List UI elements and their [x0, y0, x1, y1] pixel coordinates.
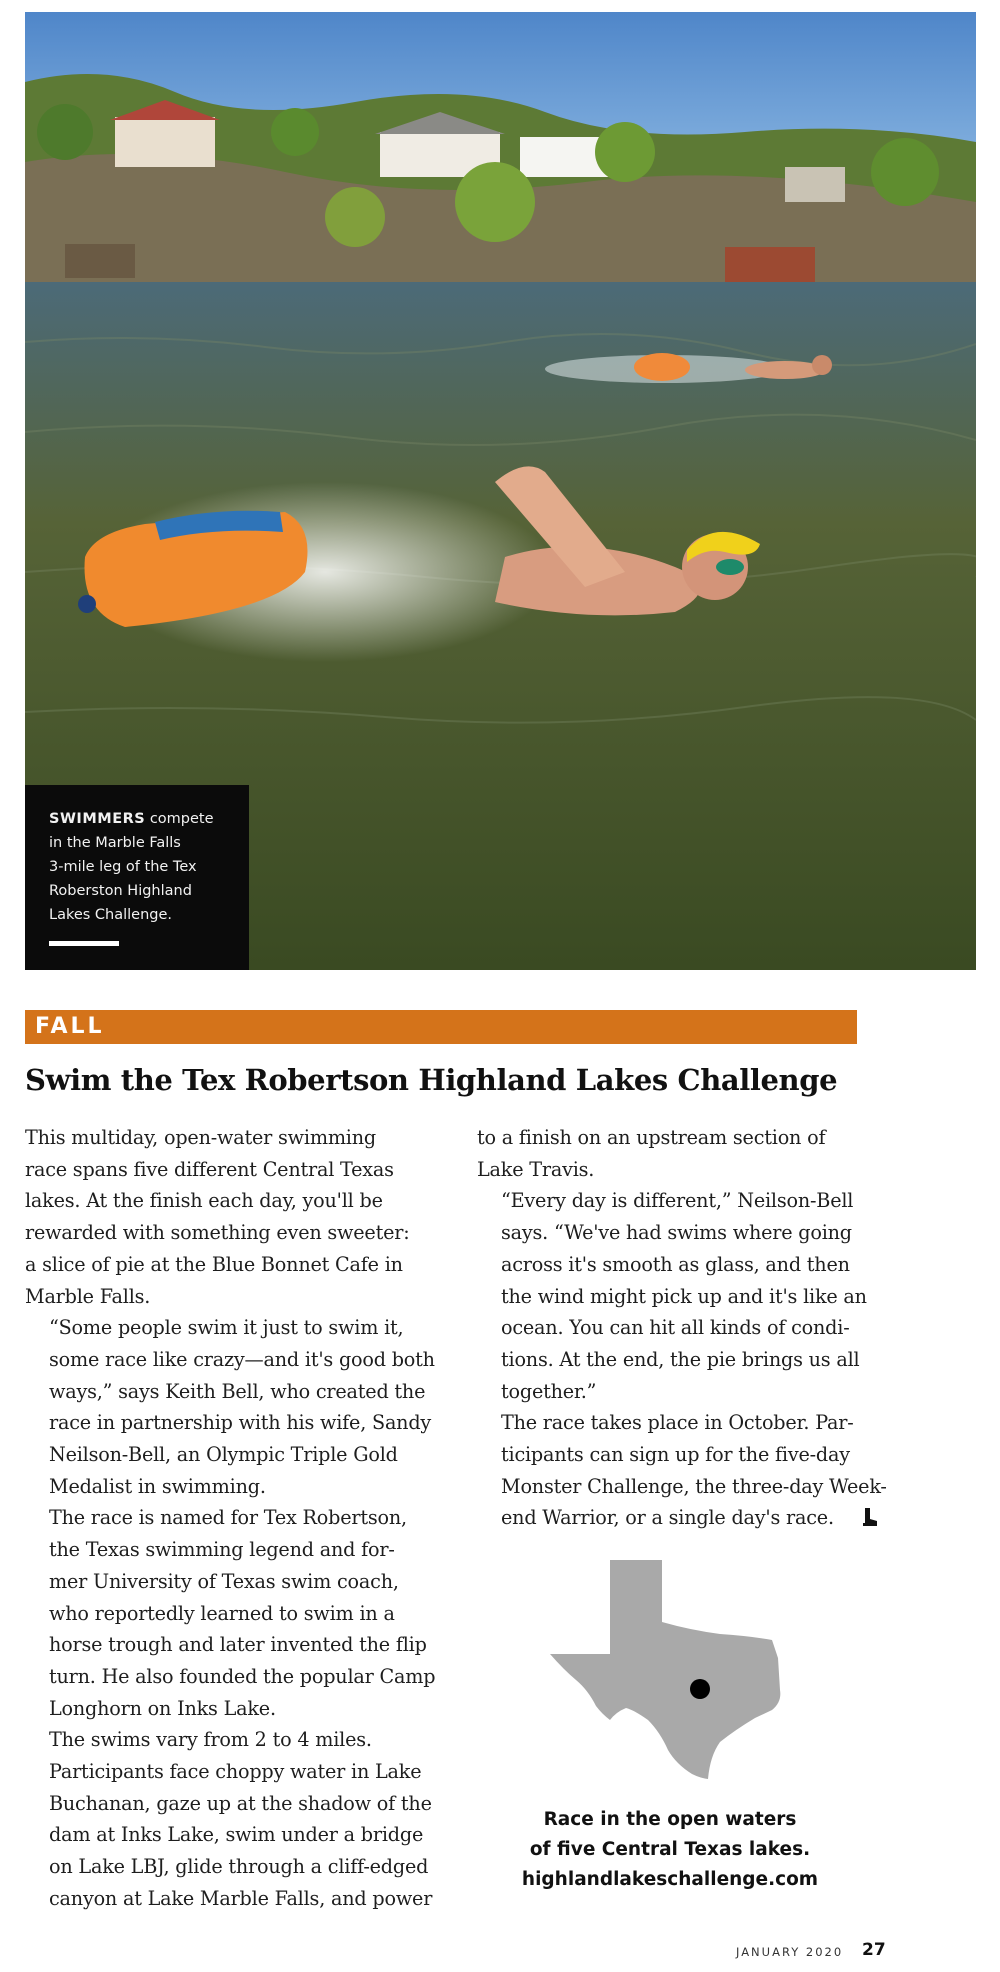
map-caption-url: highlandlakeschallenge.com [521, 1869, 819, 1890]
text-line: horse trough and later invented the flip [49, 1633, 427, 1657]
hero-photo [25, 12, 976, 970]
article-paragraph [25, 1122, 453, 1312]
issue-date: JANUARY 2020 [736, 1945, 844, 1959]
text-line: Longhorn on Inks Lake. [49, 1696, 276, 1720]
text-line: race in partnership with his wife, Sandy [49, 1411, 432, 1435]
boot-end-mark-icon [838, 1504, 878, 1536]
article-column-left [25, 1122, 453, 1915]
caption-divider [49, 941, 119, 946]
text-line: dam at Inks Lake, swim under a bridge [49, 1823, 424, 1847]
race-location-marker [690, 1679, 710, 1699]
text-line: ticipants can sign up for the five-day [501, 1443, 850, 1467]
text-line: lakes. At the finish each day, you'll be [25, 1189, 383, 1213]
section-label: FALL [25, 1010, 857, 1044]
article-paragraph [25, 1312, 453, 1502]
caption-text: 3-mile leg of the Tex [49, 859, 197, 875]
text-line: who reportedly learned to swim in a [49, 1601, 395, 1625]
text-line: The swims vary from 2 to 4 miles. [49, 1728, 372, 1752]
caption-text: in the Marble Falls [49, 835, 181, 851]
text-line: the wind might pick up and it's like an [501, 1284, 867, 1308]
text-line: ocean. You can hit all kinds of condi- [501, 1316, 850, 1340]
map-caption [480, 1805, 860, 1895]
text-line: the Texas swimming legend and for- [49, 1538, 395, 1562]
page-title: Swim the Tex Robertson Highland Lakes Challenge [25, 1063, 838, 1097]
text-line: turn. He also founded the popular Camp [49, 1664, 436, 1688]
text-line: canyon at Lake Marble Falls, and power [49, 1886, 433, 1910]
text-line: Medalist in swimming. [49, 1474, 266, 1498]
caption-text: compete [149, 811, 214, 827]
text-line: “Every day is different,” Neilson-Bell [501, 1189, 854, 1213]
text-line: Lake Travis. [477, 1157, 595, 1181]
text-line: The race takes place in October. Par- [501, 1411, 854, 1435]
article-paragraph [477, 1185, 907, 1407]
text-line: ways,” says Keith Bell, who created the [49, 1379, 426, 1403]
text-line: to a finish on an upstream section of [477, 1126, 826, 1149]
caption-lead: SWIMMERS [49, 811, 146, 827]
text-line: on Lake LBJ, glide through a cliff-edged [49, 1855, 429, 1879]
text-line: rewarded with something even sweeter: [25, 1221, 410, 1245]
article-paragraph [477, 1122, 907, 1185]
text-line: “Some people swim it just to swim it, [49, 1316, 404, 1340]
article-column-right [477, 1122, 907, 1536]
text-line: The race is named for Tex Robertson, [49, 1506, 407, 1530]
article-paragraph [477, 1407, 907, 1536]
text-line: Participants face choppy water in Lake [49, 1760, 422, 1784]
text-line: Buchanan, gaze up at the shadow of the [49, 1791, 432, 1815]
map-caption-line: of five Central Texas lakes. [529, 1839, 811, 1860]
text-line: across it's smooth as glass, and then [501, 1252, 850, 1276]
map-caption-line: Race in the open waters [543, 1809, 797, 1830]
texas-state-shape [550, 1560, 780, 1779]
text-line: together.” [501, 1379, 597, 1403]
article-paragraph [25, 1502, 453, 1724]
page-number: 27 [862, 1940, 886, 1960]
text-line: a slice of pie at the Blue Bonnet Cafe in [25, 1252, 403, 1276]
text-line: Monster Challenge, the three-day Week- [501, 1474, 887, 1498]
text-line: mer University of Texas swim coach, [49, 1569, 399, 1593]
text-line: says. “We've had swims where going [501, 1221, 852, 1245]
caption-text: Lakes Challenge. [49, 907, 173, 923]
texas-map-graphic [550, 1560, 790, 1780]
text-line: Neilson-Bell, an Olympic Triple Gold [49, 1443, 398, 1467]
texas-map [550, 1560, 790, 1780]
text-line: race spans five different Central Texas [25, 1157, 394, 1181]
text-line-content: end Warrior, or a single day's race. [501, 1506, 834, 1530]
text-line: tions. At the end, the pie brings us all [501, 1347, 860, 1371]
photo-caption [25, 785, 249, 970]
text-line: This multiday, open-water swimming [25, 1126, 376, 1149]
text-line: some race like crazy—and it's good both [49, 1347, 435, 1371]
text-line [477, 1502, 907, 1536]
caption-text: Roberston Highland [49, 883, 192, 899]
article-paragraph [25, 1724, 453, 1914]
text-line: Marble Falls. [25, 1284, 151, 1308]
